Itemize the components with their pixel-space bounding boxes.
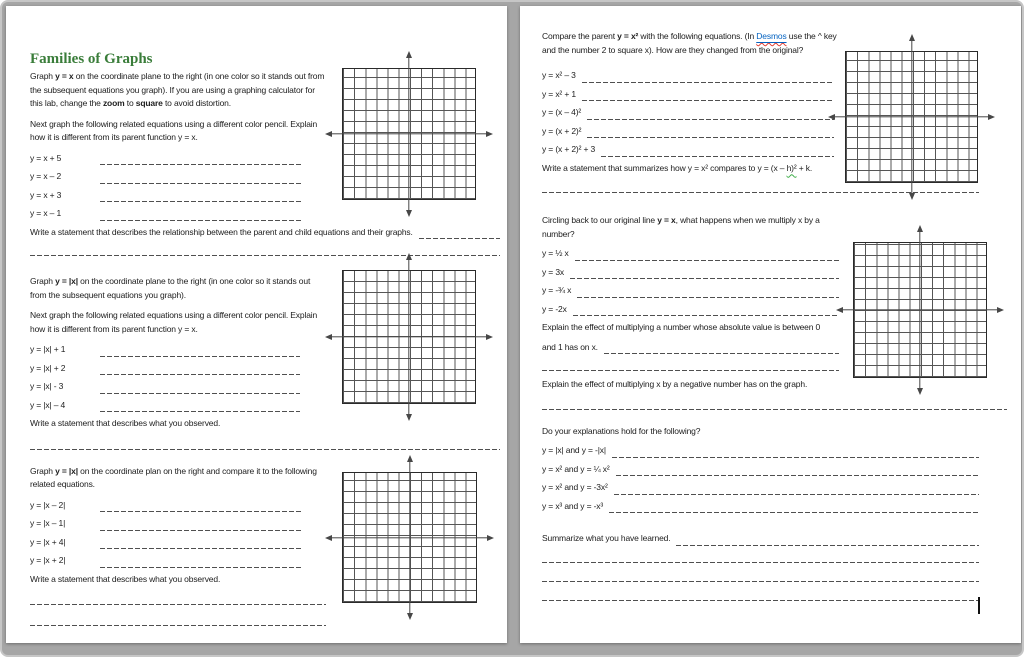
- equation-row: [30, 207, 302, 221]
- coordinate-grid-5: [837, 226, 1003, 394]
- equation-row: [542, 69, 834, 83]
- bold-text: y = x: [55, 71, 74, 81]
- answer-line[interactable]: [573, 306, 839, 316]
- answer-line[interactable]: [100, 192, 302, 202]
- bold-text: square: [135, 98, 163, 108]
- equation-row: [542, 266, 839, 280]
- answer-line[interactable]: [542, 570, 979, 582]
- text-run: h)²: [786, 162, 797, 173]
- axis-arrow-right-icon: [486, 334, 493, 340]
- text-run: to: [124, 98, 136, 108]
- coordinate-grid-3: [326, 456, 493, 619]
- paragraph: Next graph the following related equations using a different color pencil. Explain how it is different from its parent function y = x.: [30, 118, 318, 142]
- answer-line[interactable]: [587, 128, 834, 138]
- answer-line[interactable]: [100, 558, 302, 568]
- bold-text: y = |x|: [55, 465, 78, 476]
- equation-row: [30, 499, 302, 513]
- axis-arrow-left-icon: [828, 114, 835, 120]
- equation-row: [30, 554, 302, 568]
- answer-line[interactable]: [582, 73, 834, 83]
- text-run: , what happens when we multiply x by a number?: [542, 215, 820, 239]
- axis-arrow-up-icon: [917, 225, 923, 232]
- equation-row: [30, 226, 500, 240]
- answer-line[interactable]: [100, 384, 300, 394]
- x-axis: [832, 116, 991, 117]
- axis-arrow-left-icon: [325, 535, 332, 541]
- text-run: + k.: [796, 162, 813, 173]
- answer-line[interactable]: [604, 344, 839, 354]
- answer-line[interactable]: [542, 551, 979, 563]
- equation-row: [30, 399, 300, 413]
- paragraph: [30, 465, 326, 492]
- equation-label: and 1 has on x.: [542, 341, 598, 352]
- answer-line[interactable]: [30, 438, 500, 450]
- answer-line[interactable]: [601, 147, 834, 157]
- text-run: on the coordinate plan on the right and compare it to the following related equations.: [30, 465, 317, 489]
- equation-row: [542, 532, 979, 546]
- desmos-link[interactable]: [756, 31, 786, 41]
- paragraph: [542, 30, 844, 57]
- paragraph: [30, 275, 326, 302]
- answer-line[interactable]: [419, 229, 500, 239]
- answer-line[interactable]: [575, 251, 839, 261]
- equation-label: y = x³ and y = -x³: [542, 500, 604, 511]
- equation-label: y = x² and y = -3x²: [542, 482, 608, 492]
- equation-row: [30, 170, 302, 184]
- equation-label: y = |x – 1|: [30, 518, 66, 528]
- equation-label: y = (x – 4)²: [542, 107, 582, 117]
- text-run: to avoid distortion.: [162, 98, 231, 108]
- answer-line[interactable]: [100, 402, 300, 412]
- equation-label: y = x – 2: [30, 171, 62, 181]
- axis-arrow-right-icon: [997, 307, 1004, 313]
- axis-arrow-right-icon: [487, 535, 494, 541]
- text-cursor: [978, 597, 980, 614]
- equation-row: [542, 143, 834, 157]
- equation-row: [30, 380, 300, 394]
- document-page-1[interactable]: [6, 6, 507, 643]
- equation-label: y = x + 3: [30, 189, 62, 200]
- paragraph: Next graph the following related equations using a different color pencil. Explain how it is different from its parent function y = x.: [30, 310, 318, 334]
- equation-row: [542, 303, 839, 317]
- axis-arrow-down-icon: [909, 193, 915, 200]
- equation-label: y = x – 1: [30, 208, 62, 218]
- text-run: Graph: [30, 465, 56, 476]
- text-run: on the coordinate plane to the right (in one color so it stands out from the subsequent equations you graph). If you are using a graphing calculator for this lab, change the: [30, 71, 325, 108]
- bold-text: zoom: [102, 98, 125, 108]
- equation-row: [542, 463, 979, 477]
- axis-arrow-right-icon: [486, 131, 493, 137]
- answer-line[interactable]: [582, 91, 834, 101]
- axis-arrow-right-icon: [988, 114, 995, 120]
- text-run: Graph: [30, 71, 56, 81]
- paragraph: Explain the effect of multiplying x by a negative number has on the graph.: [542, 379, 808, 389]
- paragraph: Explain the effect of multiplying a number whose absolute value is between 0: [542, 322, 821, 332]
- equation-label: y = -¾ x: [542, 285, 572, 295]
- paragraph: [30, 70, 326, 111]
- equation-label: y = x² – 3: [542, 70, 576, 80]
- answer-line[interactable]: [542, 589, 979, 601]
- answer-line[interactable]: [676, 536, 979, 546]
- equation-row: [542, 341, 839, 355]
- answer-line[interactable]: [616, 466, 979, 476]
- equation-label: y = (x + 2)² + 3: [542, 144, 596, 154]
- axis-arrow-down-icon: [406, 210, 412, 217]
- paragraph: Write a statement that describes what you observed.: [30, 418, 221, 428]
- coordinate-grid-1: [326, 52, 492, 216]
- axis-arrow-up-icon: [407, 455, 413, 462]
- answer-line[interactable]: [100, 155, 302, 165]
- answer-line[interactable]: [100, 211, 302, 221]
- equation-label: Write a statement that describes the relationship between the parent and child equations and their graphs.: [30, 226, 413, 237]
- text-run: Write a statement that summarizes how y = x² compares to y = (x –: [542, 162, 787, 173]
- axis-arrow-up-icon: [909, 34, 915, 41]
- equation-label: Summarize what you have learned.: [542, 533, 671, 543]
- axis-arrow-left-icon: [325, 334, 332, 340]
- text-run: Circling back to our original line: [542, 215, 658, 225]
- x-axis: [329, 336, 489, 337]
- bold-text: y = x²: [617, 31, 639, 41]
- equation-label: y = 3x: [542, 266, 565, 277]
- document-page-2[interactable]: [520, 6, 1021, 643]
- equation-row: [30, 517, 302, 531]
- equation-row: [30, 536, 302, 550]
- axis-arrow-up-icon: [406, 51, 412, 58]
- equation-label: y = |x| and y = -|x|: [542, 445, 606, 455]
- answer-line[interactable]: [577, 288, 839, 298]
- answer-line[interactable]: [609, 503, 979, 513]
- equation-row: [542, 106, 834, 120]
- equation-row: [542, 500, 979, 514]
- worksheet-title: Families of Graphs: [30, 51, 153, 67]
- equation-row: [542, 481, 979, 495]
- bold-text: y = x: [657, 215, 676, 225]
- equation-label: y = x + 5: [30, 152, 62, 163]
- equation-label: y = -2x: [542, 303, 567, 314]
- text-run: on the coordinate plane to the right (in one color so it stands out from the subsequent equations you graph).: [30, 276, 311, 300]
- paragraph: Write a statement that describes what you observed.: [30, 573, 221, 584]
- paragraph: Do your explanations hold for the following?: [542, 425, 701, 436]
- equation-row: [30, 189, 302, 203]
- answer-line[interactable]: [30, 614, 326, 626]
- coordinate-grid-2: [326, 254, 492, 420]
- equation-row: [30, 343, 300, 357]
- equation-label: y = |x + 4|: [30, 536, 66, 547]
- equation-row: [542, 88, 834, 102]
- text-run: Compare the parent: [542, 31, 618, 41]
- answer-line[interactable]: [100, 365, 300, 375]
- paragraph: [542, 214, 844, 241]
- answer-line[interactable]: [542, 398, 1007, 410]
- axis-arrow-left-icon: [325, 131, 332, 137]
- text-run: with the following equations. (In: [638, 31, 757, 41]
- answer-line[interactable]: [100, 174, 302, 184]
- equation-label: y = (x + 2)²: [542, 125, 582, 136]
- answer-line[interactable]: [587, 110, 834, 120]
- equation-row: [30, 362, 300, 376]
- equation-label: y = |x| + 1: [30, 344, 66, 354]
- spacer: [542, 518, 552, 532]
- axis-arrow-down-icon: [406, 414, 412, 421]
- axis-arrow-down-icon: [407, 613, 413, 620]
- coordinate-grid-4: [829, 35, 994, 199]
- axis-arrow-up-icon: [406, 253, 412, 260]
- equation-label: y = |x| + 2: [30, 362, 66, 373]
- equation-label: y = |x + 2|: [30, 555, 66, 565]
- equation-row: [542, 125, 834, 139]
- equation-label: y = |x| – 4: [30, 399, 66, 410]
- axis-arrow-left-icon: [836, 307, 843, 313]
- answer-line[interactable]: [570, 269, 839, 279]
- answer-line[interactable]: [100, 539, 302, 549]
- answer-line[interactable]: [100, 347, 300, 357]
- answer-line[interactable]: [612, 448, 979, 458]
- answer-line[interactable]: [100, 502, 302, 512]
- text-run: Graph: [30, 276, 56, 286]
- answer-line[interactable]: [614, 485, 979, 495]
- x-axis: [840, 309, 1000, 310]
- equation-label: y = x² + 1: [542, 88, 576, 99]
- equation-row: [542, 284, 839, 298]
- x-axis: [329, 133, 489, 134]
- x-axis: [329, 537, 490, 538]
- equation-label: y = |x – 2|: [30, 499, 66, 510]
- answer-line[interactable]: [30, 593, 326, 605]
- answer-line[interactable]: [100, 521, 302, 531]
- bold-text: y = |x|: [55, 276, 78, 286]
- equation-row: [30, 152, 302, 166]
- equation-row: [542, 444, 979, 458]
- desmos-link-text[interactable]: Desmos: [756, 31, 787, 41]
- equation-label: y = ½ x: [542, 248, 569, 258]
- text-run: use the ^ key and the number 2 to square x). How are they changed from the original?: [542, 31, 837, 55]
- equation-row: [542, 247, 839, 261]
- axis-arrow-down-icon: [917, 388, 923, 395]
- spacer: [30, 265, 40, 275]
- spacer: [542, 417, 552, 425]
- spacer: [542, 200, 552, 214]
- answer-line[interactable]: [542, 359, 839, 371]
- equation-label: y = x² and y = ¼ x²: [542, 463, 610, 474]
- equation-label: y = |x| - 3: [30, 381, 64, 391]
